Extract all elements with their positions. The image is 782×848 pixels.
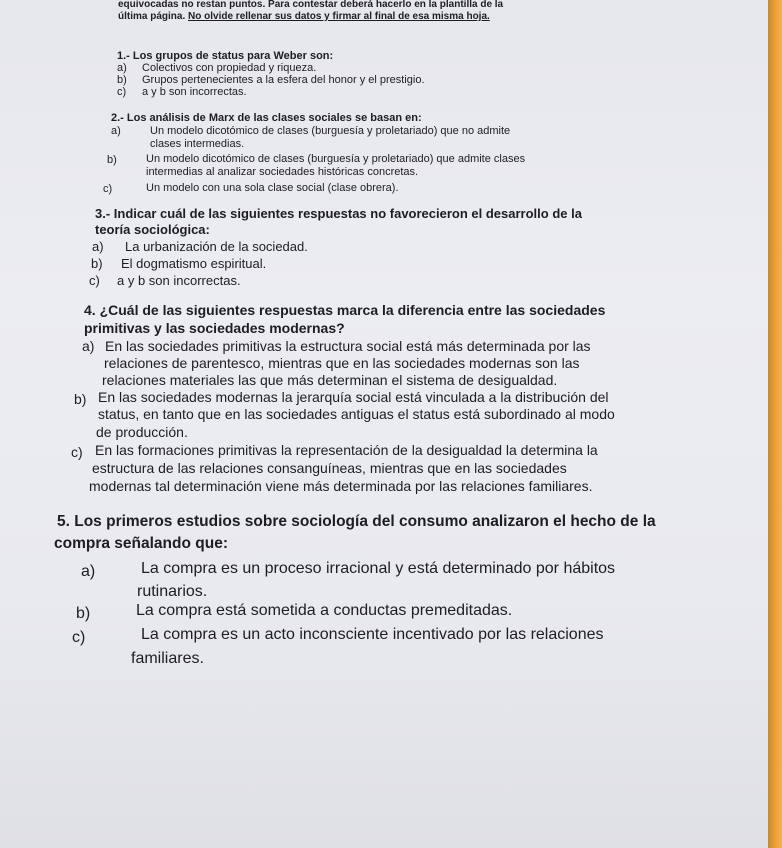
- q2-option-b-letter: b): [107, 154, 117, 166]
- q5-option-a-line-2: rutinarios.: [137, 583, 208, 600]
- q4-option-b-letter: b): [74, 391, 87, 407]
- instructions-prefix: última página.: [118, 11, 189, 22]
- q4-option-a-letter: a): [82, 338, 95, 354]
- q4-option-c-line-2: estructura de las relaciones consanguíneas, mientras que en las sociedades: [92, 460, 567, 476]
- q5-option-a-letter: a): [81, 563, 96, 580]
- q4-option-a-line-2: relaciones de parentesco, mientras que en las sociedades modernas son las: [104, 355, 580, 371]
- q1-option-b: Grupos pertenecientes a la esfera del honor y el prestigio.: [142, 74, 425, 86]
- q5-option-b-letter: b): [76, 605, 91, 622]
- q4-option-b-line-2: status, en tanto que en las sociedades antiguas el status está subordinado al modo: [98, 406, 615, 422]
- q2-option-c: Un modelo con una sola clase social (clase obrera).: [146, 182, 399, 194]
- instructions-underlined: No olvide rellenar sus datos y firmar al final de esa misma hoja.: [188, 11, 490, 22]
- q3-option-b-letter: b): [91, 256, 103, 271]
- q4-option-b-line-1: En las sociedades modernas la jerarquía social está vinculada a la distribución del: [98, 389, 609, 405]
- q4-option-b-line-3: de producción.: [96, 424, 188, 440]
- q3-option-a-letter: a): [92, 239, 104, 254]
- q5-option-c-line-1: La compra es un acto inconsciente incentivado por las relaciones: [141, 626, 604, 643]
- q4-option-c-line-3: modernas tal determinación viene más determinada por las relaciones familiares.: [89, 478, 593, 494]
- q1-option-a: Colectivos con propiedad y riqueza.: [142, 62, 317, 74]
- q1-option-c-letter: c): [117, 86, 127, 98]
- q5-option-c-line-2: familiares.: [131, 650, 204, 667]
- question-3-title-line-1: 3.- Indicar cuál de las siguientes respuestas no favorecieron el desarrollo de la: [95, 206, 582, 221]
- q1-option-c: a y b son incorrectas.: [142, 86, 247, 98]
- q4-option-c-letter: c): [71, 444, 83, 460]
- q5-option-c-letter: c): [72, 629, 86, 646]
- q2-option-a-letter: a): [111, 125, 121, 137]
- q3-option-a: La urbanización de la sociedad.: [125, 239, 308, 254]
- q2-option-c-letter: c): [103, 183, 113, 195]
- q3-option-c-letter: c): [89, 273, 100, 288]
- q2-option-a-line-1: Un modelo dicotómico de clases (burguesía y proletariado) que no admite: [150, 125, 511, 137]
- q4-option-a-line-1: En las sociedades primitivas la estructura social está más determinada por las: [105, 338, 591, 354]
- q4-option-c-line-1: En las formaciones primitivas la representación de la desigualdad la determina la: [95, 442, 598, 458]
- instructions-line-1: equivocadas no restan puntos. Para contestar deberá hacerlo en la plantilla de la: [118, 0, 504, 10]
- question-2-title: 2.- Los análisis de Marx de las clases sociales se basan en:: [111, 112, 422, 124]
- q2-option-b-line-1: Un modelo dicotómico de clases (burguesía y proletariado) que admite clases: [146, 153, 526, 165]
- q2-option-b-line-2: intermedias al analizar sociedades históricas concretas.: [146, 166, 419, 178]
- question-4-title-line-2: primitivas y las sociedades modernas?: [84, 320, 345, 336]
- question-5-title-line-2: compra señalando que:: [54, 535, 228, 552]
- q2-option-a-line-2: clases intermedias.: [150, 138, 245, 150]
- q3-option-c: a y b son incorrectas.: [117, 273, 241, 288]
- q1-option-b-letter: b): [117, 74, 127, 86]
- question-3-title-line-2: teoría sociológica:: [95, 222, 210, 237]
- question-5-title-line-1: 5. Los primeros estudios sobre sociología del consumo analizaron el hecho de la: [57, 513, 656, 530]
- question-1-title: 1.- Los grupos de status para Weber son:: [117, 50, 334, 62]
- q3-option-b: El dogmatismo espiritual.: [121, 256, 267, 271]
- background-edge: [768, 0, 782, 848]
- instructions-line-2: [118, 11, 490, 22]
- q1-option-a-letter: a): [117, 62, 127, 74]
- q4-option-a-line-3: relaciones materiales las que más determinan el sistema de desigualdad.: [102, 372, 558, 388]
- question-4-title-line-1: 4. ¿Cuál de las siguientes respuestas marca la diferencia entre las sociedades: [84, 302, 606, 318]
- q5-option-a-line-1: La compra es un proceso irracional y está determinado por hábitos: [141, 560, 616, 577]
- q5-option-b: La compra está sometida a conductas premeditadas.: [136, 602, 513, 619]
